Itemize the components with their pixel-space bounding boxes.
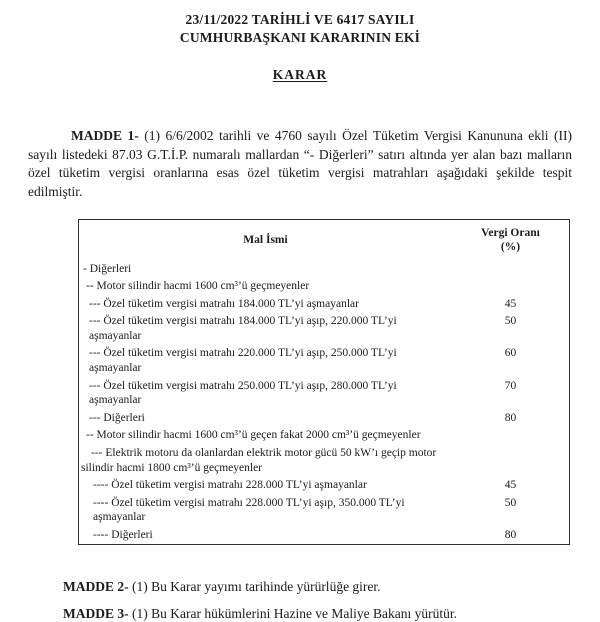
tax-rate-table bbox=[78, 219, 570, 545]
tax-rate-cell: 45 bbox=[504, 297, 517, 310]
table-row bbox=[79, 427, 570, 445]
article-2-label: MADDE 2- bbox=[63, 579, 129, 595]
closing-articles bbox=[63, 578, 570, 622]
tax-rate-cell: 50 bbox=[504, 315, 517, 328]
article-2-text: (1) Bu Karar yayımı tarihinde yürürlüğe girer. bbox=[132, 579, 381, 595]
document-title bbox=[0, 0, 600, 46]
article-3-label: MADDE 3- bbox=[63, 606, 129, 622]
table-row bbox=[79, 260, 570, 278]
goods-name-cell: --- Özel tüketim vergisi matrahı 250.000 TL’yi aşıp, 280.000 TL’yi aşmayanlar bbox=[89, 379, 397, 407]
goods-name-cell: --- Özel tüketim vergisi matrahı 184.000 TL’yi aşıp, 220.000 TL’yi aşmayanlar bbox=[89, 315, 397, 342]
column-header-goods-name: Mal İsmi bbox=[243, 233, 288, 246]
document-title-line-1: 23/11/2022 TARİHLİ VE 6417 SAYILI bbox=[185, 12, 415, 27]
tax-rate-cell bbox=[452, 260, 570, 278]
goods-name-cell: ---- Özel tüketim vergisi matrahı 228.000 TL’yi aşıp, 350.000 TL’yi aşmayanlar bbox=[93, 496, 405, 524]
table-row bbox=[79, 295, 570, 313]
tax-rate-table-body bbox=[79, 260, 570, 545]
column-header-tax-rate-line-1: Vergi Oranı bbox=[481, 226, 540, 239]
table-row bbox=[79, 527, 570, 545]
goods-name-cell: -- Motor silindir hacmi 1600 cm³’ü geçmeyenler bbox=[86, 280, 310, 293]
article-1-label: MADDE 1- bbox=[71, 128, 139, 143]
tax-rate-cell: 80 bbox=[504, 529, 517, 541]
goods-name-cell: --- Diğerleri bbox=[89, 411, 145, 424]
goods-name-cell: - Diğerleri bbox=[83, 262, 132, 275]
table-header-row bbox=[79, 220, 570, 261]
table-row bbox=[79, 477, 570, 495]
karar-heading: KARAR bbox=[272, 67, 328, 82]
goods-name-cell: -- Motor silindir hacmi 1600 cm³’ü geçen fakat 2000 cm³’ü geçmeyenler bbox=[86, 429, 421, 442]
tax-rate-cell: 50 bbox=[504, 496, 517, 509]
goods-name-cell: ---- Diğerleri bbox=[93, 529, 153, 541]
table-row bbox=[79, 345, 570, 377]
article-1-paragraph bbox=[28, 127, 572, 201]
column-header-tax-rate bbox=[452, 220, 570, 261]
tax-rate-cell: 70 bbox=[504, 379, 517, 392]
tax-rate-cell: 60 bbox=[504, 347, 517, 360]
goods-name-cell: --- Özel tüketim vergisi matrahı 220.000 TL’yi aşıp, 250.000 TL’yi aşmayanlar bbox=[89, 347, 397, 375]
goods-name-cell: --- Özel tüketim vergisi matrahı 184.000 TL’yi aşmayanlar bbox=[89, 297, 359, 310]
tax-rate-table-header bbox=[79, 220, 570, 261]
column-header-tax-rate-line-2: (%) bbox=[500, 241, 521, 253]
goods-name-cell: --- Elektrik motoru da olanlardan elektrik motor gücü 50 kW’ı geçip motor silindir hacmi 1800 cm³’ü geçmeyenler bbox=[81, 447, 437, 474]
article-3-text: (1) Bu Karar hükümlerini Hazine ve Maliye Bakanı yürütür. bbox=[132, 606, 458, 622]
article-2-paragraph bbox=[63, 578, 570, 595]
table-row bbox=[79, 278, 570, 296]
tax-rate-cell bbox=[452, 445, 570, 477]
goods-name-cell: ---- Özel tüketim vergisi matrahı 228.000 TL’yi aşmayanlar bbox=[93, 479, 367, 492]
document-title-line-2: CUMHURBAŞKANI KARARININ EKİ bbox=[179, 29, 421, 45]
table-row bbox=[79, 313, 570, 345]
tax-rate-cell bbox=[452, 278, 570, 296]
tax-rate-cell: 80 bbox=[504, 411, 517, 424]
table-row bbox=[79, 494, 570, 526]
article-3-paragraph bbox=[63, 605, 570, 622]
table-row bbox=[79, 445, 570, 477]
article-1-text: (1) 6/6/2002 tarihli ve 4760 sayılı Özel Tüketim Vergisi Kanununa ekli (II) sayılı listedeki 87.03 G.T.İ.P. numaralı mallardan “- Diğerleri” satırı altında yer alan bazı malların özel tüketim vergisi oranlarına esas özel tüketim vergisi matrahları aşağıdaki şekilde tespit edilmiştir. bbox=[28, 128, 573, 199]
tax-rate-cell bbox=[452, 427, 570, 445]
table-row bbox=[79, 377, 570, 409]
tax-rate-cell: 45 bbox=[504, 479, 517, 492]
table-row bbox=[79, 409, 570, 427]
